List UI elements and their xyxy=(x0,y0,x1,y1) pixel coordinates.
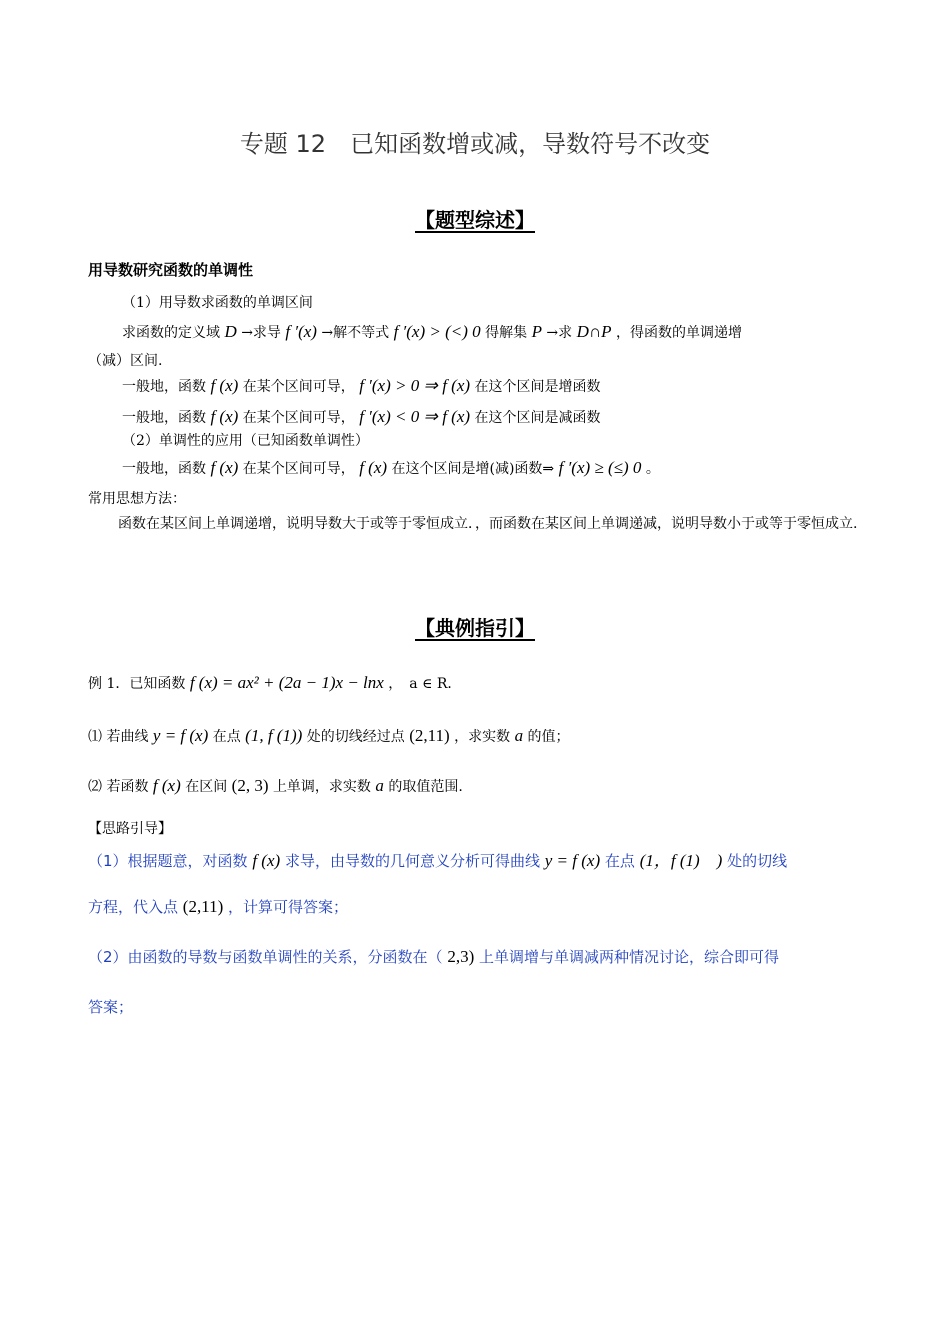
question-2: ⑵ 若函数 f (x) 在区间 (2, 3) 上单调，求实数 a 的取值范围. xyxy=(88,776,463,795)
hint-1: （1）根据题意，对函数 f (x) 求导，由导数的几何意义分析可得曲线 y = f (x) 在点 (1，f (1) ) 处的切线 xyxy=(88,851,788,870)
line-1b: （减）区间. xyxy=(88,353,163,369)
line-1: 求函数的定义域 D →求导 f ′(x) →解不等式 f ′(x) > (<) 0 得解集 P →求 D∩P ，得函数的单调递增 xyxy=(122,322,742,341)
sub-heading-1: （1）用导数求函数的单调区间 xyxy=(122,295,313,311)
methods-label: 常用思想方法： xyxy=(88,491,186,507)
example-1-statement: 例 1．已知函数 f (x) = ax² + (2a − 1)x − lnx ， a ∈ R． xyxy=(88,673,462,692)
page-title: 专题 12 已知函数增或减，导数符号不改变 xyxy=(239,130,711,158)
line-4: 一般地，函数 f (x) 在某个区间可导， f (x) 在这个区间是增(减)函数⇒ f ′(x) ≥ (≤) 0 。 xyxy=(122,458,660,477)
question-1: ⑴ 若曲线 y = f (x) 在点 (1, f (1)) 处的切线经过点 (2,11) ，求实数 a 的值； xyxy=(88,726,570,745)
section-example-heading: 【典例指引】 xyxy=(415,616,535,640)
methods-text: 函数在某区间上单调递增，说明导数大于或等于零恒成立．，而函数在某区间上单调递减，说明导数小于或等于零恒成立. xyxy=(118,516,858,532)
section-overview-heading: 【题型综述】 xyxy=(415,208,535,232)
line-3: 一般地，函数 f (x) 在某个区间可导， f ′(x) < 0 ⇒ f (x) 在这个区间是减函数 xyxy=(122,407,601,426)
sub-heading-2: （2）单调性的应用（已知函数单调性） xyxy=(122,433,369,449)
hint-label: 【思路引导】 xyxy=(88,821,172,837)
hint-2b: 答案； xyxy=(88,998,134,1016)
hint-2: （2）由函数的导数与函数单调性的关系，分函数在（ 2,3) 上单调增与单调减两种情况讨论，综合即可得 xyxy=(88,947,780,966)
overview-heading: 用导数研究函数的单调性 xyxy=(88,261,254,279)
hint-1b: 方程，代入点 (2,11) ，计算可得答案； xyxy=(88,897,349,916)
line-2: 一般地，函数 f (x) 在某个区间可导， f ′(x) > 0 ⇒ f (x) 在这个区间是增函数 xyxy=(122,376,601,395)
